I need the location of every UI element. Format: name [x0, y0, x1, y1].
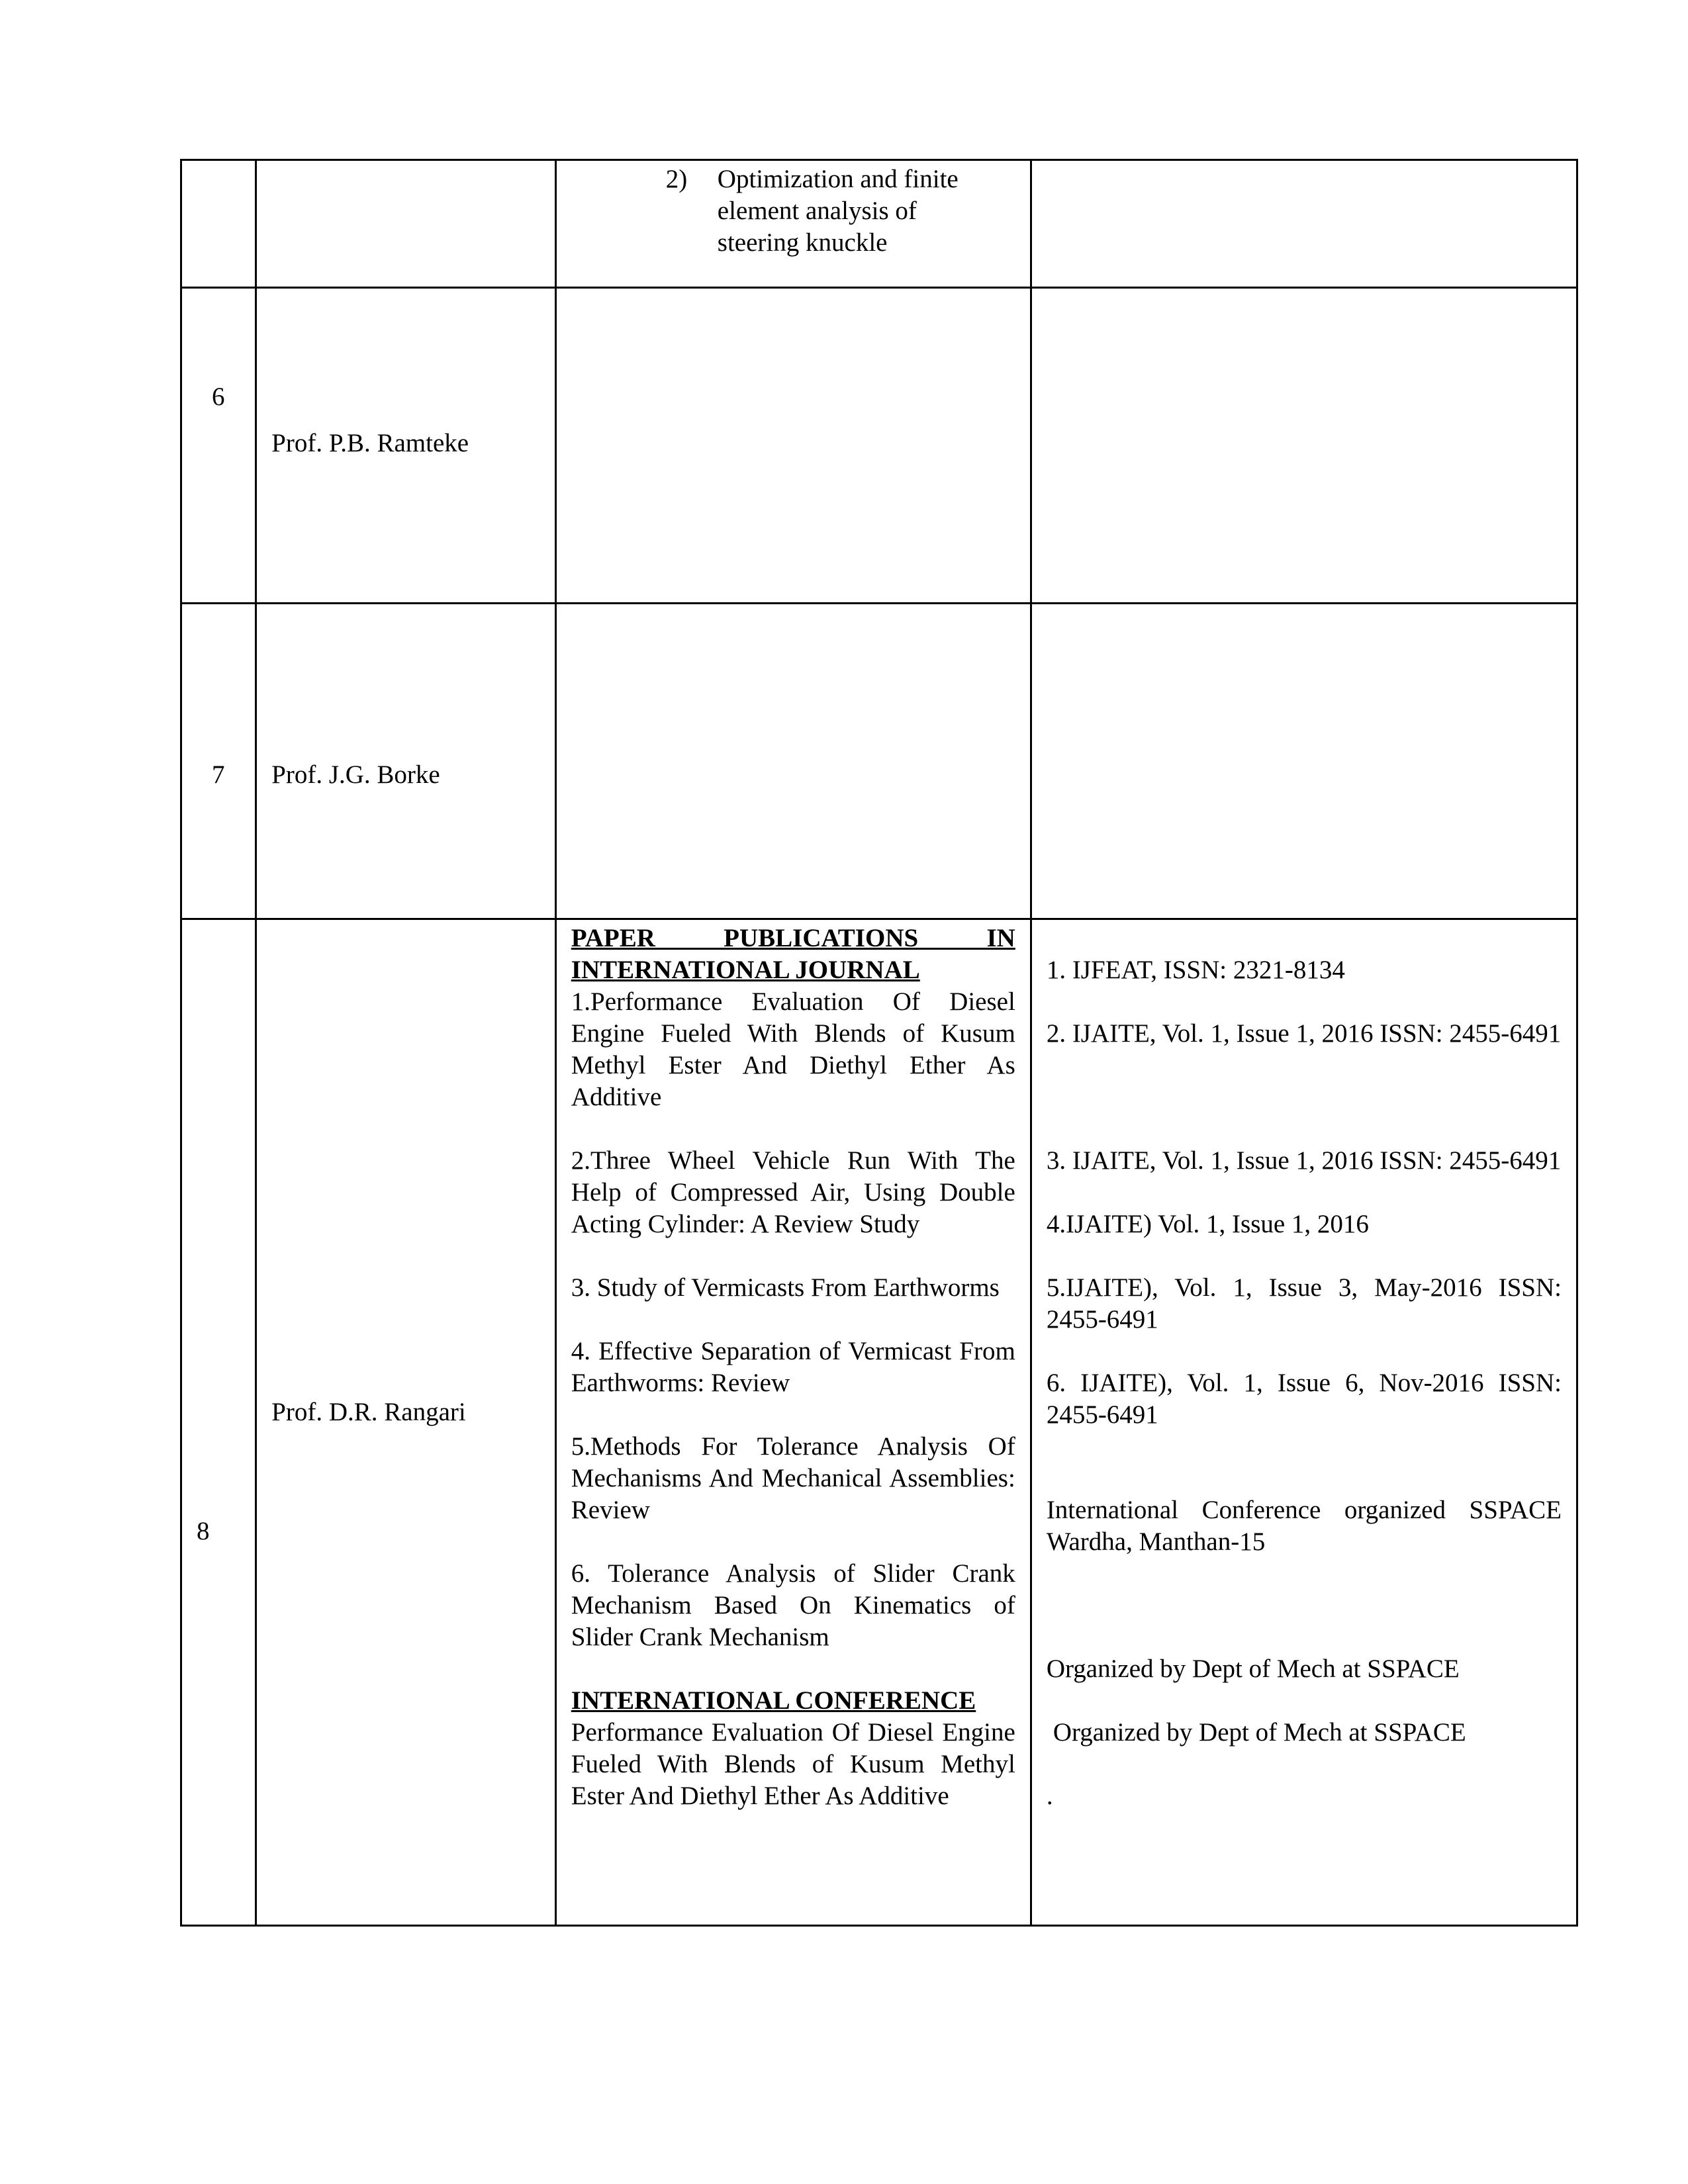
- publication-cell: [555, 919, 1031, 1926]
- entry-line: Optimization and finite: [717, 165, 959, 193]
- faculty-name: Prof. J.G. Borke: [271, 760, 440, 789]
- publication-cell: [555, 160, 1031, 288]
- serial-number: 6: [212, 383, 225, 411]
- name-cell: [256, 919, 556, 1926]
- detail-item: Organized by Dept of Mech at SSPACE: [1053, 1718, 1466, 1747]
- journal-heading: PAPER PUBLICATIONS IN INTERNATIONAL JOURNAL: [571, 924, 1015, 984]
- conference-heading: INTERNATIONAL CONFERENCE: [571, 1686, 976, 1715]
- publication-cell: [555, 288, 1031, 604]
- serial-number: 8: [197, 1517, 210, 1545]
- details-cell: [1031, 604, 1577, 919]
- serial-number: 7: [212, 760, 225, 789]
- details-cell: [1031, 919, 1577, 1926]
- details-cell: [1031, 288, 1577, 604]
- faculty-publications-table: [180, 159, 1578, 1927]
- detail-item: 3. IJAITE, Vol. 1, Issue 1, 2016 ISSN: 2455-6491: [1046, 1146, 1562, 1175]
- entry-line: steering knuckle: [717, 228, 888, 257]
- serial-cell: [181, 604, 256, 919]
- entry-number: 2): [665, 165, 688, 193]
- table-row: [181, 604, 1577, 919]
- conference-paper: Performance Evaluation Of Diesel Engine Fueled With Blends of Kusum Methyl Ester And Diethyl Ether As Additive: [571, 1718, 1015, 1810]
- faculty-name: Prof. P.B. Ramteke: [271, 429, 469, 457]
- paper-item: 1.Performance Evaluation Of Diesel Engine Fueled With Blends of Kusum Methyl Ester And Diethyl Ether As Additive: [571, 987, 1015, 1111]
- detail-item: 4.IJAITE) Vol. 1, Issue 1, 2016: [1046, 1210, 1369, 1238]
- paper-item: 6. Tolerance Analysis of Slider Crank Mechanism Based On Kinematics of Slider Crank Mechanism: [571, 1559, 1015, 1651]
- paper-item: 3. Study of Vermicasts From Earthworms: [571, 1273, 1000, 1302]
- details-cell: [1031, 160, 1577, 288]
- name-cell: [256, 160, 556, 288]
- table-row: [181, 288, 1577, 604]
- name-cell: [256, 288, 556, 604]
- faculty-name: Prof. D.R. Rangari: [271, 1398, 466, 1426]
- name-cell: [256, 604, 556, 919]
- table-row: [181, 160, 1577, 288]
- serial-cell: [181, 919, 256, 1926]
- entry-line: element analysis of: [717, 197, 917, 225]
- detail-item: 5.IJAITE), Vol. 1, Issue 3, May-2016 ISSN: 2455-6491: [1046, 1273, 1562, 1334]
- detail-item: International Conference organized SSPACE Wardha, Manthan-15: [1046, 1496, 1562, 1556]
- paper-item: 5.Methods For Tolerance Analysis Of Mechanisms And Mechanical Assemblies: Review: [571, 1432, 1015, 1524]
- paper-item: 4. Effective Separation of Vermicast From Earthworms: Review: [571, 1337, 1015, 1397]
- serial-cell: [181, 288, 256, 604]
- detail-item: 6. IJAITE), Vol. 1, Issue 6, Nov-2016 ISSN: 2455-6491: [1046, 1369, 1562, 1429]
- detail-item: Organized by Dept of Mech at SSPACE: [1046, 1655, 1460, 1683]
- publication-cell: [555, 604, 1031, 919]
- serial-cell: [181, 160, 256, 288]
- detail-item: .: [1046, 1782, 1053, 1810]
- table-row: [181, 919, 1577, 1926]
- detail-item: 1. IJFEAT, ISSN: 2321-8134: [1046, 956, 1345, 984]
- detail-item: 2. IJAITE, Vol. 1, Issue 1, 2016 ISSN: 2455-6491: [1046, 1019, 1562, 1048]
- paper-item: 2.Three Wheel Vehicle Run With The Help of Compressed Air, Using Double Acting Cylinder: A Review Study: [571, 1146, 1015, 1238]
